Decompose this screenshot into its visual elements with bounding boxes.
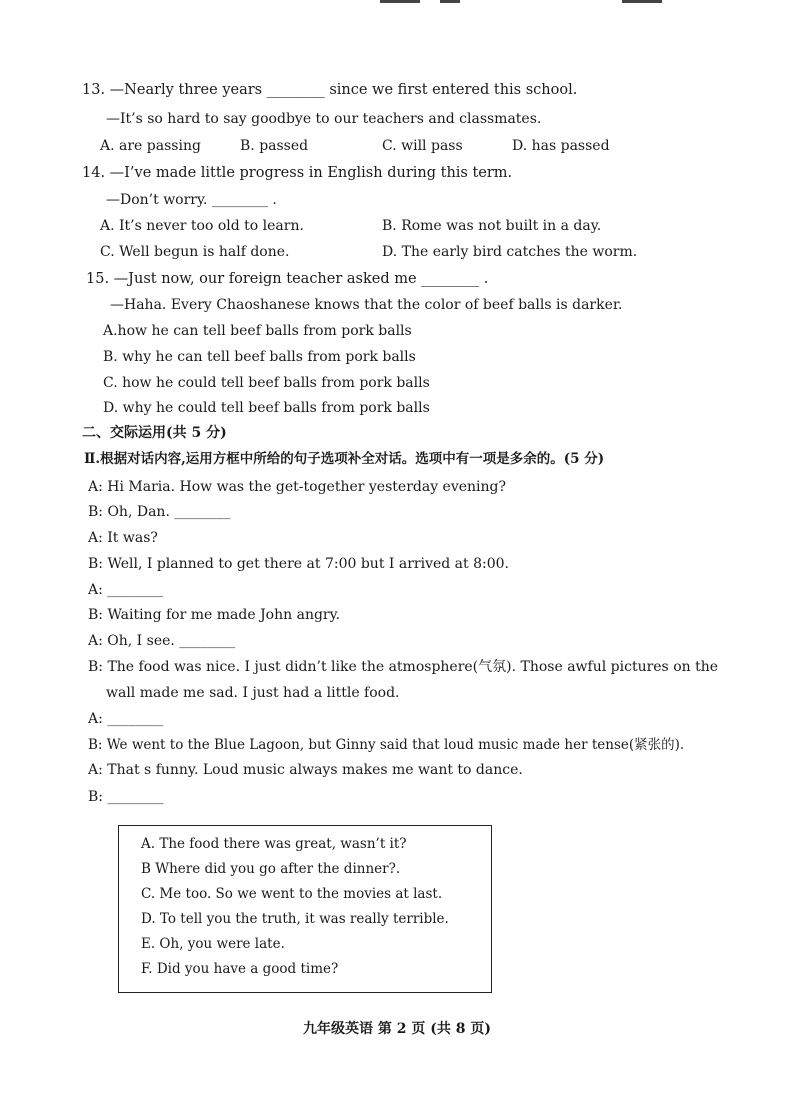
dialogue-line: B: Well, I planned to get there at 7:00 but I arrived at 8:00. — [88, 556, 509, 572]
box-option-f: F. Did you have a good time? — [141, 961, 339, 977]
page-footer: 九年级英语 第 2 页 (共 8 页) — [303, 1021, 491, 1037]
dialogue-line: A: ________ — [88, 711, 164, 727]
q14-stem: 14. —I’ve made little progress in English during this term. — [82, 165, 513, 181]
dialogue-line: B: We went to the Blue Lagoon, but Ginny said that loud music made her tense(紧张的). — [88, 737, 685, 753]
q15-reply: —Haha. Every Chaoshanese knows that the color of beef balls is darker. — [110, 297, 623, 313]
q15-option-c: C. how he could tell beef balls from pork balls — [103, 375, 430, 391]
q14-option-c: C. Well begun is half done. — [100, 244, 290, 260]
dialogue-line: A: Oh, I see. ________ — [88, 633, 236, 649]
q15-option-a: A.how he can tell beef balls from pork balls — [103, 323, 412, 339]
q14-option-b: B. Rome was not built in a day. — [382, 218, 602, 234]
scan-mark — [380, 0, 420, 3]
dialogue-line: A: ________ — [88, 582, 164, 598]
scan-mark — [622, 0, 662, 3]
q13-stem: 13. —Nearly three years ________ since we first entered this school. — [82, 82, 578, 98]
dialogue-line: B: Waiting for me made John angry. — [88, 607, 341, 623]
q13-option-a: A. are passing — [100, 138, 201, 154]
box-option-b: B Where did you go after the dinner?. — [141, 861, 401, 877]
dialogue-line: A: That s funny. Loud music always makes me want to dance. — [88, 762, 523, 778]
dialogue-line: A: Hi Maria. How was the get-together yesterday evening? — [88, 479, 507, 495]
dialogue-line: A: It was? — [88, 530, 158, 546]
box-option-c: C. Me too. So we went to the movies at last. — [141, 886, 443, 902]
q15-stem: 15. —Just now, our foreign teacher asked me ________ . — [86, 271, 489, 287]
dialogue-line: B: ________ — [88, 789, 164, 805]
q13-option-b: B. passed — [240, 138, 309, 154]
box-option-a: A. The food there was great, wasn’t it? — [141, 836, 407, 852]
section-instruction: Ⅱ.根据对话内容,运用方框中所给的句子选项补全对话。选项中有一项是多余的。(5 分) — [84, 451, 605, 467]
dialogue-line: B: The food was nice. I just didn’t like the atmosphere(气氛). Those awful pictures on the — [88, 659, 719, 675]
q14-option-d: D. The early bird catches the worm. — [382, 244, 638, 260]
dialogue-line: wall made me sad. I just had a little food. — [106, 685, 400, 701]
q14-reply: —Don’t worry. ________ . — [106, 192, 277, 208]
q14-option-a: A. It’s never too old to learn. — [100, 218, 304, 234]
dialogue-line: B: Oh, Dan. ________ — [88, 504, 231, 520]
q13-reply: —It’s so hard to say goodbye to our teachers and classmates. — [106, 111, 542, 127]
q15-option-b: B. why he can tell beef balls from pork balls — [103, 349, 416, 365]
q13-option-c: C. will pass — [382, 138, 463, 154]
scan-mark — [440, 0, 460, 3]
box-option-e: E. Oh, you were late. — [141, 936, 285, 952]
q15-option-d: D. why he could tell beef balls from pork balls — [103, 400, 430, 416]
box-option-d: D. To tell you the truth, it was really terrible. — [141, 911, 449, 927]
q13-option-d: D. has passed — [512, 138, 610, 154]
section-title: 二、交际运用(共 5 分) — [82, 425, 227, 441]
sentence-options-box — [118, 825, 492, 993]
